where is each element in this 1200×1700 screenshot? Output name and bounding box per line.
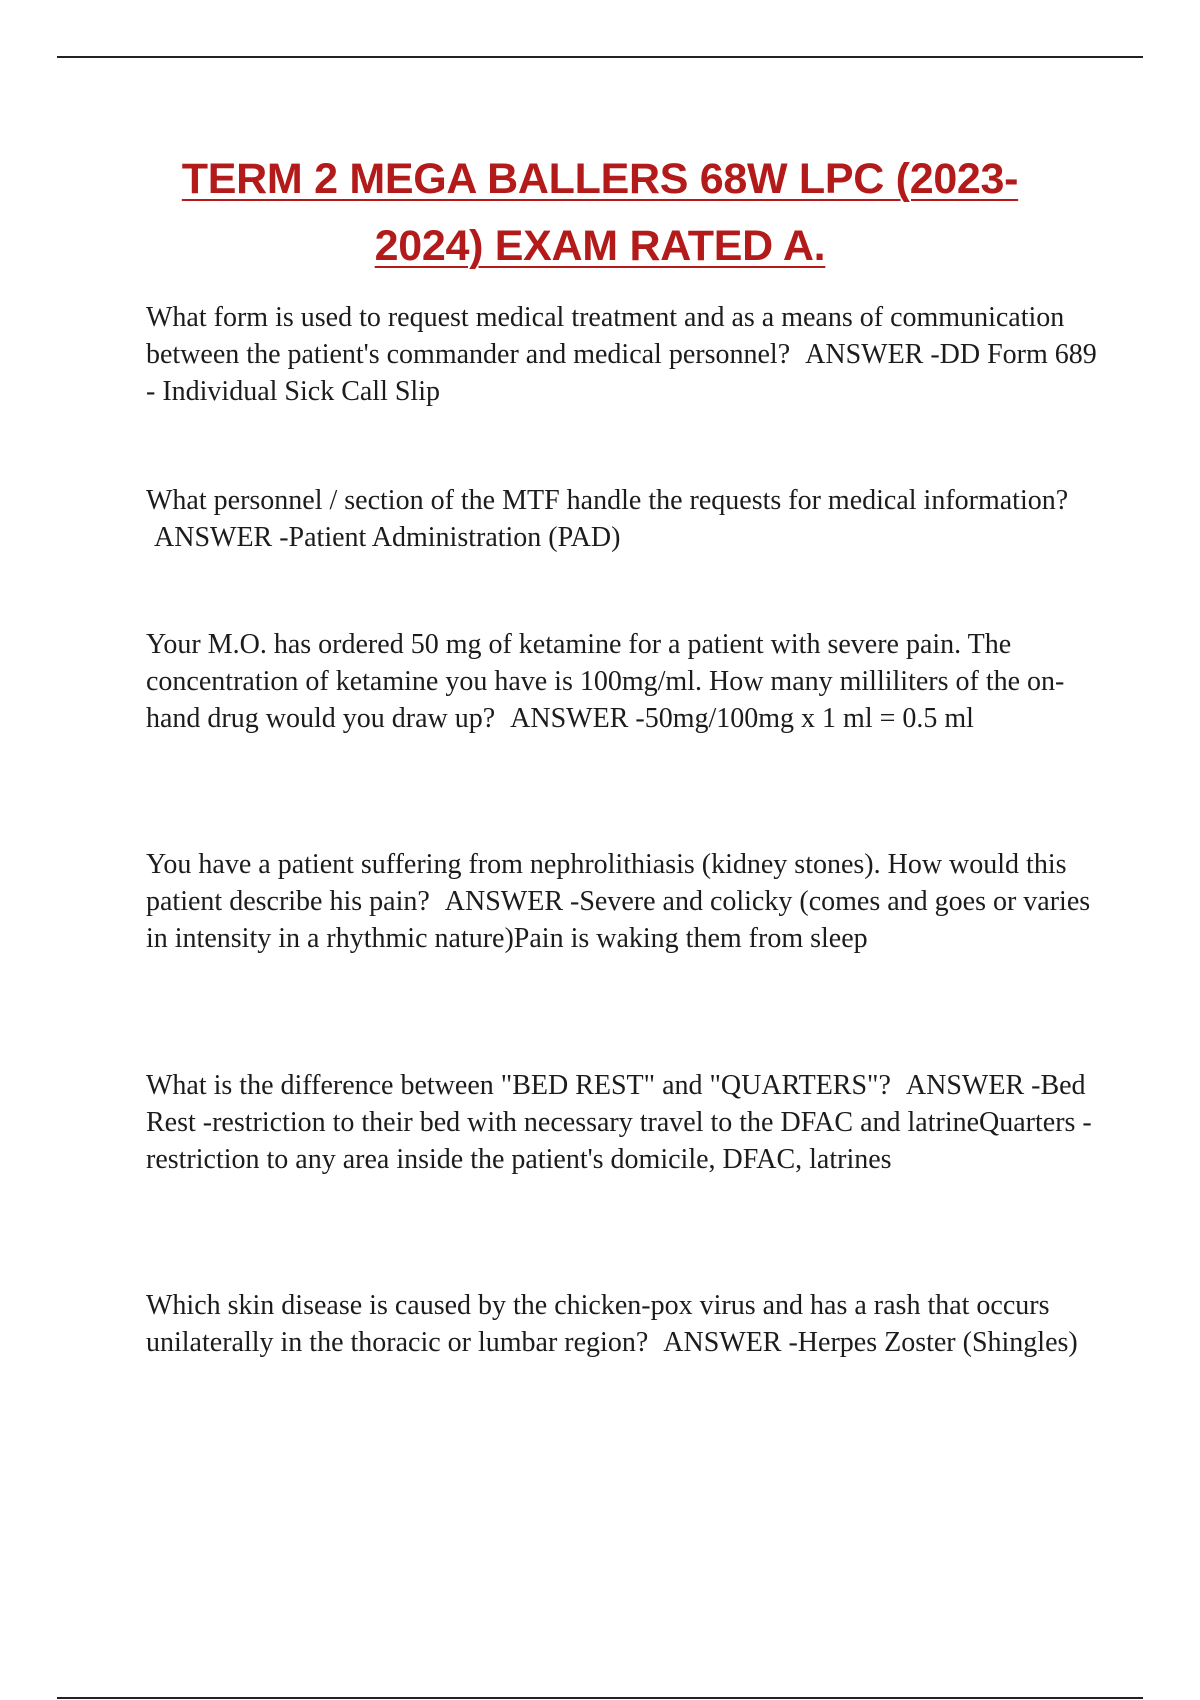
question-text: What personnel / section of the MTF handle the requests for medical information?	[146, 485, 1069, 516]
question-text: You have a patient suffering from nephrolithiasis (kidney stones). How would this patient describe his pain?	[146, 849, 1067, 917]
qa-item	[146, 626, 1106, 737]
title-line-2: 2024) EXAM RATED A.	[374, 222, 826, 270]
qa-item	[146, 482, 1106, 556]
answer-text: ANSWER -Patient Administration (PAD)	[154, 522, 621, 553]
question-text: What is the difference between "BED REST" and "QUARTERS"?	[146, 1070, 891, 1101]
title-line-1: TERM 2 MEGA BALLERS 68W LPC (2023-	[181, 155, 1019, 203]
answer-text: ANSWER -Severe and colicky (comes and goes or varies in intensity in a rhythmic nature)Pain is waking them from sleep	[146, 886, 1091, 954]
answer-text: ANSWER -DD Form 689 - Individual Sick Call Slip	[146, 339, 1097, 407]
top-rule	[57, 56, 1143, 58]
answer-text: ANSWER -Herpes Zoster (Shingles)	[663, 1327, 1078, 1358]
bottom-rule	[57, 1697, 1143, 1699]
answer-text: ANSWER -Bed Rest -restriction to their bed with necessary travel to the DFAC and latrineQuarters - restriction to any area inside the patient's domicile, DFAC, latrines	[146, 1070, 1092, 1175]
qa-item	[146, 1287, 1106, 1361]
question-text: Which skin disease is caused by the chicken-pox virus and has a rash that occurs unilaterally in the thoracic or lumbar region?	[146, 1290, 1050, 1358]
answer-text: ANSWER -50mg/100mg x 1 ml = 0.5 ml	[510, 703, 974, 734]
qa-item	[146, 299, 1106, 410]
question-text: What form is used to request medical treatment and as a means of communication between the patient's commander and medical personnel?	[146, 302, 1065, 370]
question-text: Your M.O. has ordered 50 mg of ketamine for a patient with severe pain. The concentration of ketamine you have is 100mg/ml. How many milliliters of the on-hand drug would you draw up?	[146, 629, 1065, 734]
document-title	[0, 146, 1200, 280]
qa-item	[146, 846, 1106, 957]
qa-item	[146, 1067, 1106, 1178]
